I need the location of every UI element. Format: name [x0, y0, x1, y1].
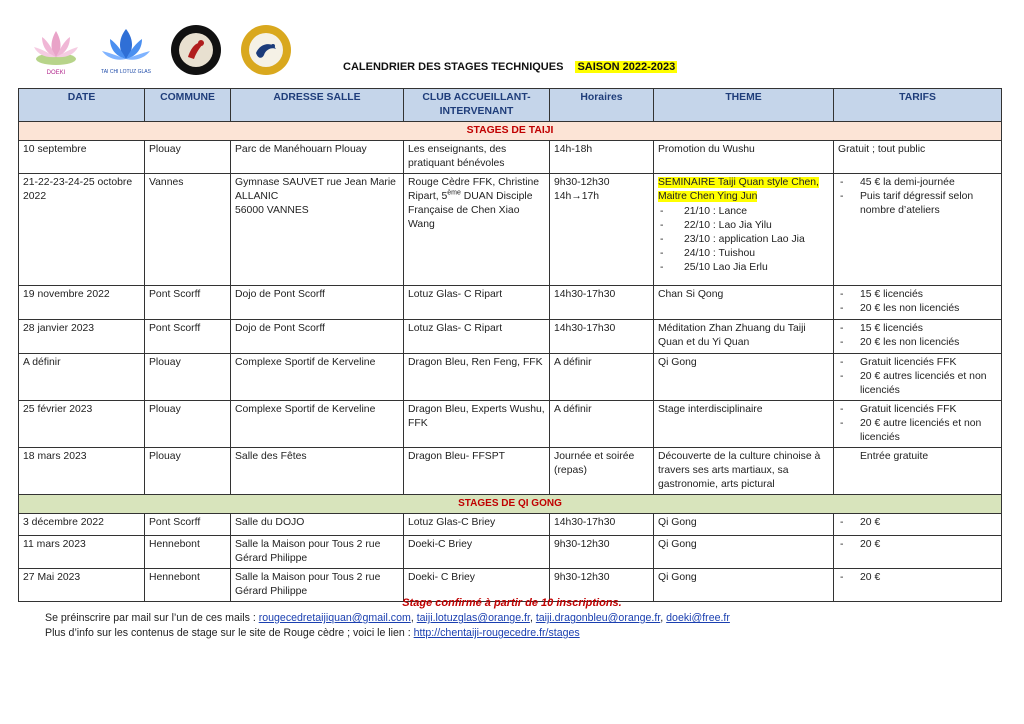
list-item: - 25/10 Lao Jia Erlu: [658, 261, 829, 275]
list-item: - Gratuit licenciés FFK: [838, 356, 997, 370]
list-item: - 20 € les non licenciés: [838, 302, 997, 316]
list-item: - 15 € licenciés: [838, 322, 997, 336]
table-header-row: [19, 89, 1002, 122]
list-item: - 21/10 : Lance: [658, 205, 829, 219]
cell-theme: Stage interdisciplinaire: [654, 401, 834, 448]
cell-horaires: 14h30-17h30: [550, 320, 654, 354]
col-header-tarifs: TARIFS: [834, 89, 1002, 122]
horaire-line: 14h→17h: [554, 191, 600, 202]
col-header-club: CLUB ACCUEILLANT-INTERVENANT: [404, 89, 550, 122]
cell-horaires: 14h30-17h30: [550, 286, 654, 320]
title-text: CALENDRIER DES STAGES TECHNIQUES: [343, 61, 564, 73]
tarif-list: [838, 538, 997, 552]
table-row: [19, 354, 1002, 401]
cell-commune: Hennebont: [145, 536, 231, 569]
cell-club: Les enseignants, des pratiquant bénévoles: [404, 141, 550, 174]
doeki-logo-caption: DOEKI: [46, 70, 66, 76]
cell-date: 10 septembre: [19, 141, 145, 174]
cell-date: 3 décembre 2022: [19, 514, 145, 536]
cell-club: Dragon Bleu, Ren Feng, FFK: [404, 354, 550, 401]
cell-date: 27 Mai 2023: [19, 569, 145, 602]
adresse-line: 56000 VANNES: [235, 205, 309, 216]
table-row: [19, 320, 1002, 354]
tarif-list: [838, 288, 997, 316]
mail-prefix: Se préinscrire par mail sur l’un de ces mails :: [45, 612, 259, 624]
cell-adresse: Dojo de Pont Scorff: [231, 320, 404, 354]
cell-tarifs: [834, 536, 1002, 569]
cell-theme: Qi Gong: [654, 514, 834, 536]
table-row: [19, 141, 1002, 174]
cell-theme: [654, 174, 834, 286]
col-header-date: DATE: [19, 89, 145, 122]
cell-commune: Plouay: [145, 141, 231, 174]
cell-date: 28 janvier 2023: [19, 320, 145, 354]
cell-theme: Promotion du Wushu: [654, 141, 834, 174]
cell-club: Lotuz Glas- C Ripart: [404, 286, 550, 320]
cell-club: Dragon Bleu, Experts Wushu, FFK: [404, 401, 550, 448]
cell-adresse: Complexe Sportif de Kerveline: [231, 401, 404, 448]
cell-club: Lotuz Glas- C Ripart: [404, 320, 550, 354]
email-link-rougecedre[interactable]: rougecedretaijiquan@gmail.com: [258, 612, 411, 624]
info-prefix: Plus d’info sur les contenus de stage sur le site de Rouge cèdre ; voici le lien :: [45, 627, 414, 639]
email-link-dragonbleu[interactable]: taiji.dragonbleu@orange.fr: [535, 612, 661, 624]
table-row: [19, 401, 1002, 448]
cell-horaires: 9h30-12h30: [550, 536, 654, 569]
email-link-lotuzglas[interactable]: taiji.lotuzglas@orange.fr: [416, 612, 530, 624]
tarif-list: [838, 403, 997, 445]
cell-date: 25 février 2023: [19, 401, 145, 448]
cell-horaires: 14h-18h: [550, 141, 654, 174]
list-item: - 20 €: [838, 516, 997, 530]
cell-theme: Méditation Zhan Zhuang du Taiji Quan et du Yi Quan: [654, 320, 834, 354]
club-text-part: DUAN Disciple Française de Chen Xiao Wang: [408, 191, 533, 230]
list-item: - 24/10 : Tuishou: [658, 247, 829, 261]
list-item: - 20 € autre licenciés et non licenciés: [838, 417, 997, 445]
info-line: [45, 627, 580, 639]
cell-adresse: Dojo de Pont Scorff: [231, 286, 404, 320]
cell-commune: Pont Scorff: [145, 320, 231, 354]
cell-theme: Qi Gong: [654, 569, 834, 602]
cell-tarifs: [834, 174, 1002, 286]
cell-club: Lotuz Glas-C Briey: [404, 514, 550, 536]
cell-theme: Qi Gong: [654, 536, 834, 569]
table-row: [19, 514, 1002, 536]
cell-commune: Hennebont: [145, 569, 231, 602]
document-title: [343, 61, 677, 73]
cell-horaires: A définir: [550, 354, 654, 401]
cell-tarifs: [834, 514, 1002, 536]
cell-tarifs: Gratuit ; tout public: [834, 141, 1002, 174]
section-title-qigong: STAGES DE QI GONG: [19, 495, 1002, 514]
seminar-program-list: [658, 205, 829, 275]
cell-tarifs: [834, 448, 1002, 495]
cell-adresse: Salle du DOJO: [231, 514, 404, 536]
tarif-list: [838, 571, 997, 585]
cell-horaires: [550, 174, 654, 286]
cell-club: Dragon Bleu- FFSPT: [404, 448, 550, 495]
preinscription-line: Se préinscrire par mail sur l’un de ces mails : rougecedretaijiquan@gmail.com, taiji.lotuzglas@orange.fr, taiji.dragonbleu@orange.fr, doeki@free.fr: [45, 612, 730, 624]
cell-commune: Vannes: [145, 174, 231, 286]
logo-strip: [28, 22, 294, 78]
section-row-qigong: [19, 495, 1002, 514]
rouge-cedre-seal-logo: [168, 23, 224, 77]
cell-adresse: Salle la Maison pour Tous 2 rue Gérard Philippe: [231, 569, 404, 602]
table-row: [19, 286, 1002, 320]
list-item: - 15 € licenciés: [838, 288, 997, 302]
cell-horaires: A définir: [550, 401, 654, 448]
col-header-theme: THEME: [654, 89, 834, 122]
cell-commune: Plouay: [145, 448, 231, 495]
season-badge: SAISON 2022-2023: [577, 61, 676, 73]
doeki-lotus-logo: [28, 23, 84, 77]
cell-date: A définir: [19, 354, 145, 401]
col-header-adresse: ADRESSE SALLE: [231, 89, 404, 122]
cell-adresse: Salle des Fêtes: [231, 448, 404, 495]
email-link-doeki[interactable]: doeki@free.fr: [666, 612, 730, 624]
cell-adresse: Parc de Manéhouarn Plouay: [231, 141, 404, 174]
cell-tarifs: [834, 354, 1002, 401]
section-title-taiji: STAGES DE TAIJI: [19, 122, 1002, 141]
stages-calendar-table: [18, 88, 1002, 602]
cell-horaires: Journée et soirée (repas): [550, 448, 654, 495]
cell-adresse: Complexe Sportif de Kerveline: [231, 354, 404, 401]
cell-theme: Chan Si Qong: [654, 286, 834, 320]
cell-date: 18 mars 2023: [19, 448, 145, 495]
table-row: [19, 174, 1002, 286]
list-item: - 20 € les non licenciés: [838, 336, 997, 350]
cell-horaires: 9h30-12h30: [550, 569, 654, 602]
cell-tarifs: [834, 286, 1002, 320]
cell-adresse: [231, 174, 404, 286]
tarif-list: [838, 322, 997, 350]
cell-date: 21-22-23-24-25 octobre 2022: [19, 174, 145, 286]
cell-club: Doeki-C Briey: [404, 536, 550, 569]
cell-tarifs: [834, 401, 1002, 448]
cell-club: Doeki- C Briey: [404, 569, 550, 602]
col-header-commune: COMMUNE: [145, 89, 231, 122]
tarif-list: [838, 356, 997, 398]
cell-horaires: 14h30-17h30: [550, 514, 654, 536]
cell-theme: Découverte de la culture chinoise à travers ses arts martiaux, sa gastronomie, arts pictural: [654, 448, 834, 495]
list-item: - 45 € la demi-journée: [838, 176, 997, 190]
adresse-line: Gymnase SAUVET rue Jean Marie ALLANIC: [235, 177, 396, 202]
club-text-part: Rouge Cèdre FFK, Christine Ripart, 5: [408, 177, 540, 202]
col-header-horaires: Horaires: [550, 89, 654, 122]
list-item: - Gratuit licenciés FFK: [838, 403, 997, 417]
cell-tarifs: [834, 320, 1002, 354]
list-item: - 20 €: [838, 538, 997, 552]
confirmation-note: Stage confirmé à partir de 10 inscriptions.: [402, 597, 622, 609]
lotuz-glas-logo: [98, 23, 154, 77]
list-item: - Puis tarif dégressif selon nombre d’ateliers: [838, 190, 997, 218]
cell-commune: Pont Scorff: [145, 286, 231, 320]
list-item: - 22/10 : Lao Jia Yilu: [658, 219, 829, 233]
tarif-list: [838, 176, 997, 218]
lotuz-logo-caption: TAI CHI LOTUZ GLAS: [101, 69, 151, 75]
cell-theme: Qi Gong: [654, 354, 834, 401]
dragon-bleu-logo: [238, 23, 294, 77]
seminar-highlight: SEMINAIRE Taiji Quan style Chen, Maitre Chen Ying Jun: [658, 177, 819, 202]
tarif-list: [838, 516, 997, 530]
table-row: [19, 536, 1002, 569]
cell-commune: Plouay: [145, 401, 231, 448]
section-row-taiji: [19, 122, 1002, 141]
stages-website-link[interactable]: http://chentaiji-rougecedre.fr/stages: [413, 627, 580, 639]
cell-club: [404, 174, 550, 286]
cell-commune: Plouay: [145, 354, 231, 401]
horaire-line: 9h30-12h30: [554, 177, 610, 188]
list-item: - 20 €: [838, 571, 997, 585]
cell-date: 11 mars 2023: [19, 536, 145, 569]
cell-adresse: Salle la Maison pour Tous 2 rue Gérard Philippe: [231, 536, 404, 569]
club-superscript: ème: [447, 189, 461, 197]
table-row: [19, 448, 1002, 495]
list-item: - 20 € autres licenciés et non licenciés: [838, 370, 997, 398]
tarif-text: Entrée gratuite: [860, 451, 929, 462]
list-item: - 23/10 : application Lao Jia: [658, 233, 829, 247]
cell-commune: Pont Scorff: [145, 514, 231, 536]
cell-date: 19 novembre 2022: [19, 286, 145, 320]
